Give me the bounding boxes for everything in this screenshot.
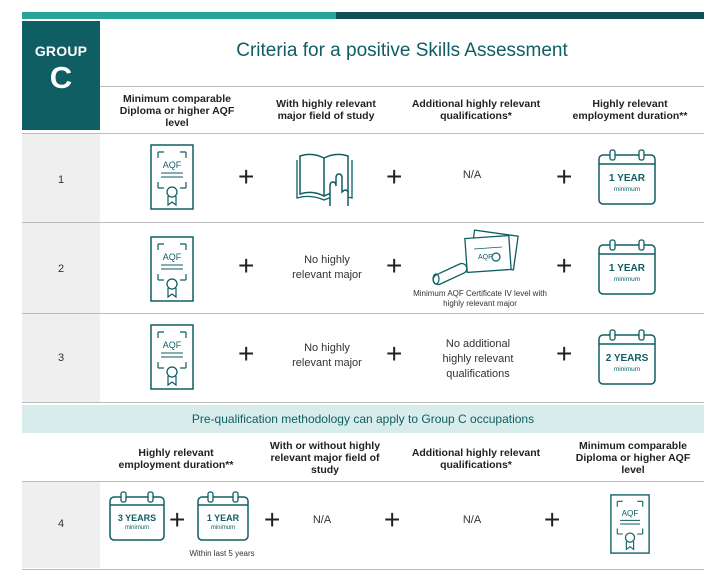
col-header-major: With highly relevant major field of study <box>276 98 376 122</box>
plus-sign: + <box>384 504 401 535</box>
employment-minimum: minimum <box>210 525 236 531</box>
row-number: 2 <box>58 263 65 275</box>
col-header-employment: Highly relevant employment duration** <box>118 447 234 471</box>
plus-sign: + <box>238 161 255 192</box>
row-divider <box>22 402 704 403</box>
additional-value: N/A <box>462 514 482 526</box>
employment-years: 3 YEARS <box>117 513 157 523</box>
aqf-certificate-icon <box>150 324 194 395</box>
calendar-icon <box>597 148 657 211</box>
title-divider <box>100 86 704 87</box>
col-header-major: With or without highly relevant major field of study <box>269 440 381 476</box>
pre-qualification-band: Pre-qualification methodology can apply to Group C occupations <box>22 405 704 433</box>
aqf-text: AQF <box>621 508 639 518</box>
major-value: N/A <box>312 514 332 526</box>
col-header-additional: Additional highly relevant qualifications* <box>411 98 541 122</box>
book-hand-icon <box>296 148 356 213</box>
col-header-employment: Highly relevant employment duration** <box>572 98 688 122</box>
top-accent-bar-dark <box>336 12 704 19</box>
row-divider <box>22 313 704 314</box>
plus-sign: + <box>386 161 403 192</box>
group-badge <box>22 21 100 130</box>
employment-years: 1 YEAR <box>609 263 645 274</box>
row-divider <box>22 133 704 134</box>
within-note: Within last 5 years <box>189 549 255 558</box>
major-value: No highly relevant major <box>292 342 362 369</box>
row-number-cell <box>22 223 100 313</box>
plus-sign: + <box>169 504 186 535</box>
calendar-icon <box>597 328 657 391</box>
plus-sign: + <box>386 250 403 281</box>
additional-note: Minimum AQF Certificate IV level with highly relevant major <box>413 289 547 308</box>
employment-years: 1 YEAR <box>609 173 645 184</box>
aqf-certificate-icon <box>150 144 194 215</box>
aqf-certificate-icon <box>610 494 650 559</box>
col-header-additional: Additional highly relevant qualifications* <box>411 447 541 471</box>
plus-sign: + <box>556 250 573 281</box>
employment-minimum: minimum <box>613 186 641 193</box>
major-value: No highly relevant major <box>292 254 362 281</box>
calendar-icon <box>108 490 166 547</box>
row-number: 4 <box>58 518 65 530</box>
plus-sign: + <box>386 338 403 369</box>
row-number: 1 <box>58 174 65 186</box>
calendar-icon <box>196 490 250 547</box>
group-letter: C <box>49 60 73 95</box>
aqf-text: AQF <box>162 160 182 170</box>
top-accent-bar-light <box>22 12 336 19</box>
plus-sign: + <box>556 161 573 192</box>
plus-sign: + <box>264 504 281 535</box>
row-number: 3 <box>58 352 65 364</box>
aqf-text: AQF <box>478 254 493 261</box>
aqf-text: AQF <box>162 252 182 262</box>
group-label: GROUP <box>34 43 88 59</box>
row-divider <box>22 569 704 570</box>
calendar-icon <box>597 238 657 301</box>
aqf-text: AQF <box>162 340 182 350</box>
employment-years: 2 YEARS <box>605 353 649 364</box>
additional-value: No additional highly relevant qualifications <box>442 338 514 380</box>
employment-minimum: minimum <box>613 366 641 373</box>
row-divider <box>22 222 704 223</box>
plus-sign: + <box>238 250 255 281</box>
col-header-diploma: Minimum comparable Diploma or higher AQF level <box>119 93 235 129</box>
col-header-diploma: Minimum comparable Diploma or higher AQF level <box>575 440 691 476</box>
page-title: Criteria for a positive Skills Assessment <box>236 40 568 61</box>
row-divider <box>22 481 704 482</box>
employment-minimum: minimum <box>124 525 150 531</box>
certificate-scroll-icon <box>430 229 522 292</box>
row-number-cell <box>22 134 100 222</box>
plus-sign: + <box>556 338 573 369</box>
employment-minimum: minimum <box>613 276 641 283</box>
additional-value: N/A <box>462 169 482 181</box>
row-number-cell <box>22 482 100 568</box>
plus-sign: + <box>238 338 255 369</box>
aqf-certificate-icon <box>150 236 194 307</box>
employment-years: 1 YEAR <box>206 513 240 523</box>
plus-sign: + <box>544 504 561 535</box>
row-number-cell <box>22 314 100 402</box>
